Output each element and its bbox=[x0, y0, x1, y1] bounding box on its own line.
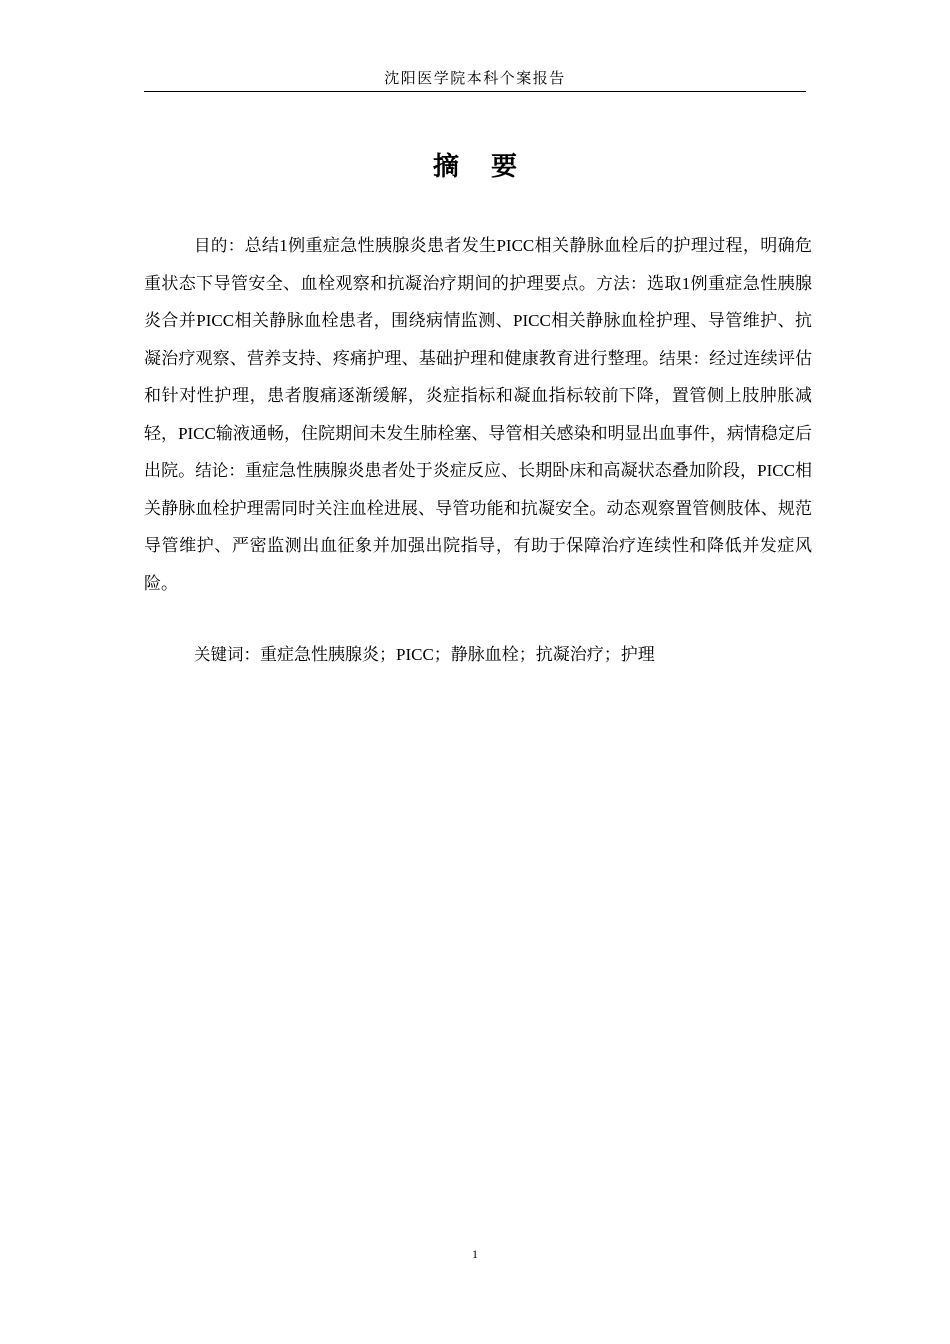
keywords-label: 关键词： bbox=[194, 645, 260, 664]
method-text: 选取1例重症急性胰腺炎合并PICC相关静脉血栓患者，围绕病情监测、PICC相关静脉血栓护理、导管维护、抗凝治疗观察、营养支持、疼痛护理、基础护理和健康教育进行整理。 bbox=[144, 273, 813, 368]
conclusion-text: 重症急性胰腺炎患者处于炎症反应、长期卧床和高凝状态叠加阶段，PICC相关静脉血栓护理需同时关注血栓进展、导管功能和抗凝安全。动态观察置管侧肢体、规范导管维护、严密监测出血征象并加强出院指导，有助于保障治疗连续性和降低并发症风险。 bbox=[144, 461, 813, 593]
page-header: 沈阳医学院本科个案报告 bbox=[144, 66, 806, 92]
keywords-line bbox=[194, 636, 655, 674]
result-text: 经过连续评估和针对性护理，患者腹痛逐渐缓解，炎症指标和凝血指标较前下降，置管侧上肢肿胀减轻，PICC输液通畅，住院期间未发生肺栓塞、导管相关感染和明显出血事件，病情稳定后出院。 bbox=[144, 348, 813, 480]
page-number: 1 bbox=[472, 1247, 478, 1261]
keywords-text: 重症急性胰腺炎；PICC；静脉血栓；抗凝治疗；护理 bbox=[260, 645, 655, 664]
abstract-body bbox=[144, 227, 812, 602]
objective-label: 目的： bbox=[194, 236, 245, 255]
result-label: 结果： bbox=[659, 348, 710, 368]
objective-text: 总结1例重症急性胰腺炎患者发生PICC相关静脉血栓后的护理过程，明确危重状态下导管安全、血栓观察和抗凝治疗期间的护理要点。 bbox=[144, 236, 812, 293]
method-label: 方法： bbox=[596, 273, 647, 293]
conclusion-label: 结论： bbox=[195, 461, 245, 480]
abstract-title: 摘要 bbox=[432, 152, 549, 182]
